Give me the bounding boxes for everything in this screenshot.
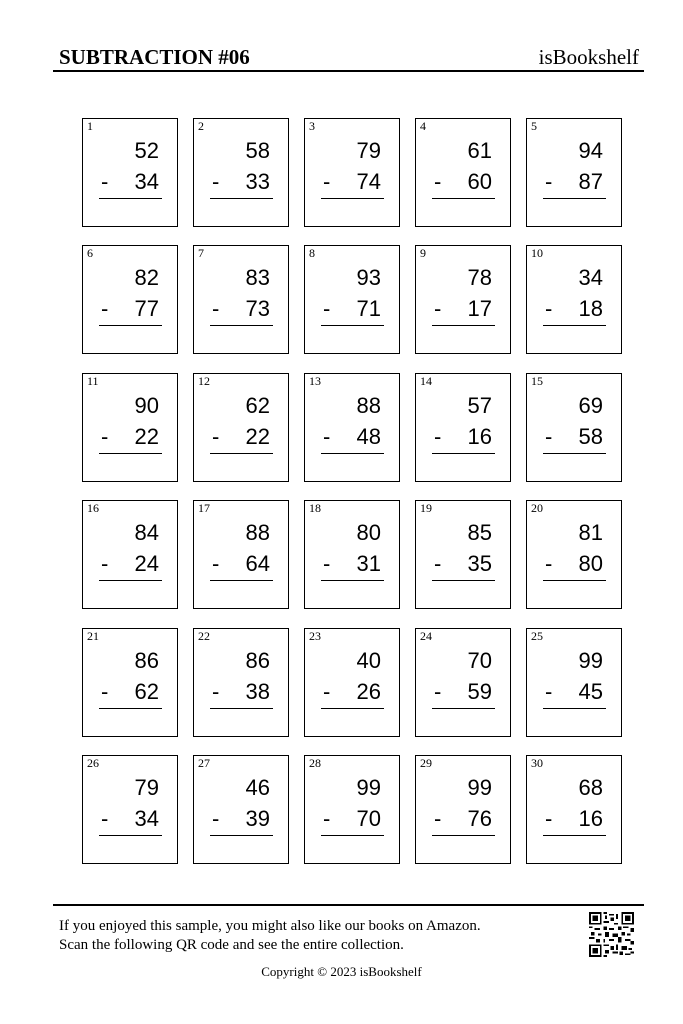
problem-box [82, 118, 178, 227]
subtrahend: 60 [467, 169, 492, 194]
minus-sign: - [212, 679, 220, 704]
minus-sign: - [545, 551, 553, 576]
problem-number: 27 [198, 756, 210, 770]
minus-sign: - [434, 424, 442, 449]
subtrahend: 71 [356, 296, 381, 321]
subtrahend: 34 [134, 806, 159, 831]
minuend: 83 [245, 265, 270, 290]
subtrahend: 34 [134, 169, 159, 194]
problem-number: 21 [87, 629, 99, 643]
minuend: 90 [134, 393, 159, 418]
subtrahend: 22 [134, 424, 159, 449]
problem-box [415, 118, 511, 227]
answer-line [99, 453, 162, 454]
problem-box [304, 628, 400, 737]
subtrahend: 48 [356, 424, 381, 449]
answer-line [321, 198, 384, 199]
minus-sign: - [101, 296, 109, 321]
problem-number: 22 [198, 629, 210, 643]
problem-box [193, 373, 289, 482]
problem-number: 4 [420, 119, 426, 133]
minuend: 40 [356, 648, 381, 673]
minuend: 79 [134, 775, 159, 800]
minuend: 85 [467, 520, 492, 545]
subtrahend: 33 [245, 169, 270, 194]
problem-box [304, 373, 400, 482]
subtrahend: 31 [356, 551, 381, 576]
minuend: 58 [245, 138, 270, 163]
problem-box [415, 245, 511, 354]
problem-number: 28 [309, 756, 321, 770]
minuend: 86 [245, 648, 270, 673]
subtrahend: 26 [356, 679, 381, 704]
answer-line [543, 453, 606, 454]
answer-line [321, 708, 384, 709]
minus-sign: - [323, 806, 331, 831]
answer-line [99, 325, 162, 326]
problem-number: 11 [87, 374, 99, 388]
minus-sign: - [323, 169, 331, 194]
answer-line [543, 198, 606, 199]
problem-box [193, 500, 289, 609]
answer-line [210, 453, 273, 454]
minus-sign: - [545, 169, 553, 194]
subtrahend: 59 [467, 679, 492, 704]
minuend: 94 [578, 138, 603, 163]
minus-sign: - [101, 679, 109, 704]
problem-number: 16 [87, 501, 99, 515]
answer-line [432, 580, 495, 581]
minus-sign: - [101, 806, 109, 831]
problem-box [82, 628, 178, 737]
problem-box [526, 373, 622, 482]
minuend: 78 [467, 265, 492, 290]
brand-name: isBookshelf [538, 45, 639, 69]
footer-message [59, 917, 481, 955]
problem-box [415, 500, 511, 609]
minuend: 46 [245, 775, 270, 800]
minuend: 99 [578, 648, 603, 673]
minuend: 61 [467, 138, 492, 163]
footer-line-2: Scan the following QR code and see the entire collection. [59, 937, 404, 953]
problem-box [193, 118, 289, 227]
subtrahend: 77 [134, 296, 159, 321]
problem-box [415, 628, 511, 737]
subtrahend: 35 [467, 551, 492, 576]
minus-sign: - [323, 679, 331, 704]
minus-sign: - [101, 551, 109, 576]
problem-box [82, 500, 178, 609]
minuend: 84 [134, 520, 159, 545]
minus-sign: - [212, 806, 220, 831]
problem-number: 9 [420, 246, 426, 260]
minus-sign: - [212, 169, 220, 194]
problem-box [304, 755, 400, 864]
answer-line [432, 453, 495, 454]
problem-number: 6 [87, 246, 93, 260]
answer-line [210, 325, 273, 326]
answer-line [210, 708, 273, 709]
subtrahend: 58 [578, 424, 603, 449]
minuend: 99 [356, 775, 381, 800]
minus-sign: - [101, 424, 109, 449]
subtrahend: 70 [356, 806, 381, 831]
answer-line [99, 708, 162, 709]
minuend: 99 [467, 775, 492, 800]
problem-number: 7 [198, 246, 204, 260]
subtrahend: 45 [578, 679, 603, 704]
subtrahend: 87 [578, 169, 603, 194]
subtrahend: 62 [134, 679, 159, 704]
minus-sign: - [434, 679, 442, 704]
answer-line [321, 835, 384, 836]
page-header [53, 44, 644, 72]
subtrahend: 16 [467, 424, 492, 449]
minuend: 79 [356, 138, 381, 163]
worksheet-title: SUBTRACTION #06 [59, 45, 250, 69]
problem-number: 14 [420, 374, 432, 388]
problem-number: 1 [87, 119, 93, 133]
problem-box [304, 500, 400, 609]
answer-line [432, 325, 495, 326]
answer-line [321, 453, 384, 454]
minus-sign: - [545, 424, 553, 449]
minus-sign: - [434, 551, 442, 576]
problem-box [415, 755, 511, 864]
problem-number: 18 [309, 501, 321, 515]
problem-number: 2 [198, 119, 204, 133]
qr-code-icon [589, 912, 634, 957]
problem-box [415, 373, 511, 482]
answer-line [432, 198, 495, 199]
subtrahend: 16 [578, 806, 603, 831]
minus-sign: - [323, 551, 331, 576]
problem-number: 10 [531, 246, 543, 260]
answer-line [99, 835, 162, 836]
minuend: 69 [578, 393, 603, 418]
subtrahend: 17 [467, 296, 492, 321]
problem-box [526, 245, 622, 354]
problem-box [526, 755, 622, 864]
minuend: 81 [578, 520, 603, 545]
minuend: 86 [134, 648, 159, 673]
problem-box [193, 628, 289, 737]
problem-number: 17 [198, 501, 210, 515]
minuend: 88 [245, 520, 270, 545]
minuend: 52 [134, 138, 159, 163]
minuend: 70 [467, 648, 492, 673]
answer-line [210, 835, 273, 836]
minus-sign: - [434, 296, 442, 321]
problem-number: 26 [87, 756, 99, 770]
minuend: 57 [467, 393, 492, 418]
subtrahend: 18 [578, 296, 603, 321]
minuend: 82 [134, 265, 159, 290]
subtrahend: 64 [245, 551, 270, 576]
minus-sign: - [323, 424, 331, 449]
problem-box [526, 628, 622, 737]
subtrahend: 39 [245, 806, 270, 831]
problem-grid [82, 118, 622, 870]
answer-line [543, 835, 606, 836]
subtrahend: 80 [578, 551, 603, 576]
footer-line-1: If you enjoyed this sample, you might also like our books on Amazon. [59, 918, 481, 934]
minus-sign: - [545, 296, 553, 321]
answer-line [210, 580, 273, 581]
answer-line [432, 708, 495, 709]
minuend: 62 [245, 393, 270, 418]
problem-box [193, 755, 289, 864]
minuend: 88 [356, 393, 381, 418]
subtrahend: 76 [467, 806, 492, 831]
problem-number: 19 [420, 501, 432, 515]
problem-box [304, 245, 400, 354]
answer-line [543, 325, 606, 326]
answer-line [99, 580, 162, 581]
answer-line [210, 198, 273, 199]
problem-box [82, 245, 178, 354]
answer-line [432, 835, 495, 836]
problem-number: 29 [420, 756, 432, 770]
problem-number: 20 [531, 501, 543, 515]
minus-sign: - [434, 169, 442, 194]
minus-sign: - [545, 679, 553, 704]
problem-number: 24 [420, 629, 432, 643]
problem-number: 8 [309, 246, 315, 260]
problem-number: 13 [309, 374, 321, 388]
answer-line [99, 198, 162, 199]
minus-sign: - [212, 296, 220, 321]
subtrahend: 24 [134, 551, 159, 576]
answer-line [321, 325, 384, 326]
problem-number: 30 [531, 756, 543, 770]
subtrahend: 22 [245, 424, 270, 449]
problem-number: 5 [531, 119, 537, 133]
problem-number: 15 [531, 374, 543, 388]
problem-box [193, 245, 289, 354]
problem-number: 12 [198, 374, 210, 388]
minus-sign: - [212, 551, 220, 576]
copyright-notice: Copyright © 2023 isBookshelf [261, 964, 422, 979]
subtrahend: 38 [245, 679, 270, 704]
minus-sign: - [434, 806, 442, 831]
minuend: 93 [356, 265, 381, 290]
minuend: 80 [356, 520, 381, 545]
minuend: 34 [578, 265, 603, 290]
problem-box [82, 755, 178, 864]
problem-box [82, 373, 178, 482]
answer-line [543, 580, 606, 581]
minus-sign: - [101, 169, 109, 194]
minus-sign: - [212, 424, 220, 449]
footer-divider [53, 904, 644, 906]
subtrahend: 73 [245, 296, 270, 321]
problem-box [526, 500, 622, 609]
problem-number: 3 [309, 119, 315, 133]
problem-box [304, 118, 400, 227]
minuend: 68 [578, 775, 603, 800]
answer-line [321, 580, 384, 581]
problem-box [526, 118, 622, 227]
minus-sign: - [545, 806, 553, 831]
answer-line [543, 708, 606, 709]
problem-number: 25 [531, 629, 543, 643]
subtrahend: 74 [356, 169, 381, 194]
minus-sign: - [323, 296, 331, 321]
problem-number: 23 [309, 629, 321, 643]
